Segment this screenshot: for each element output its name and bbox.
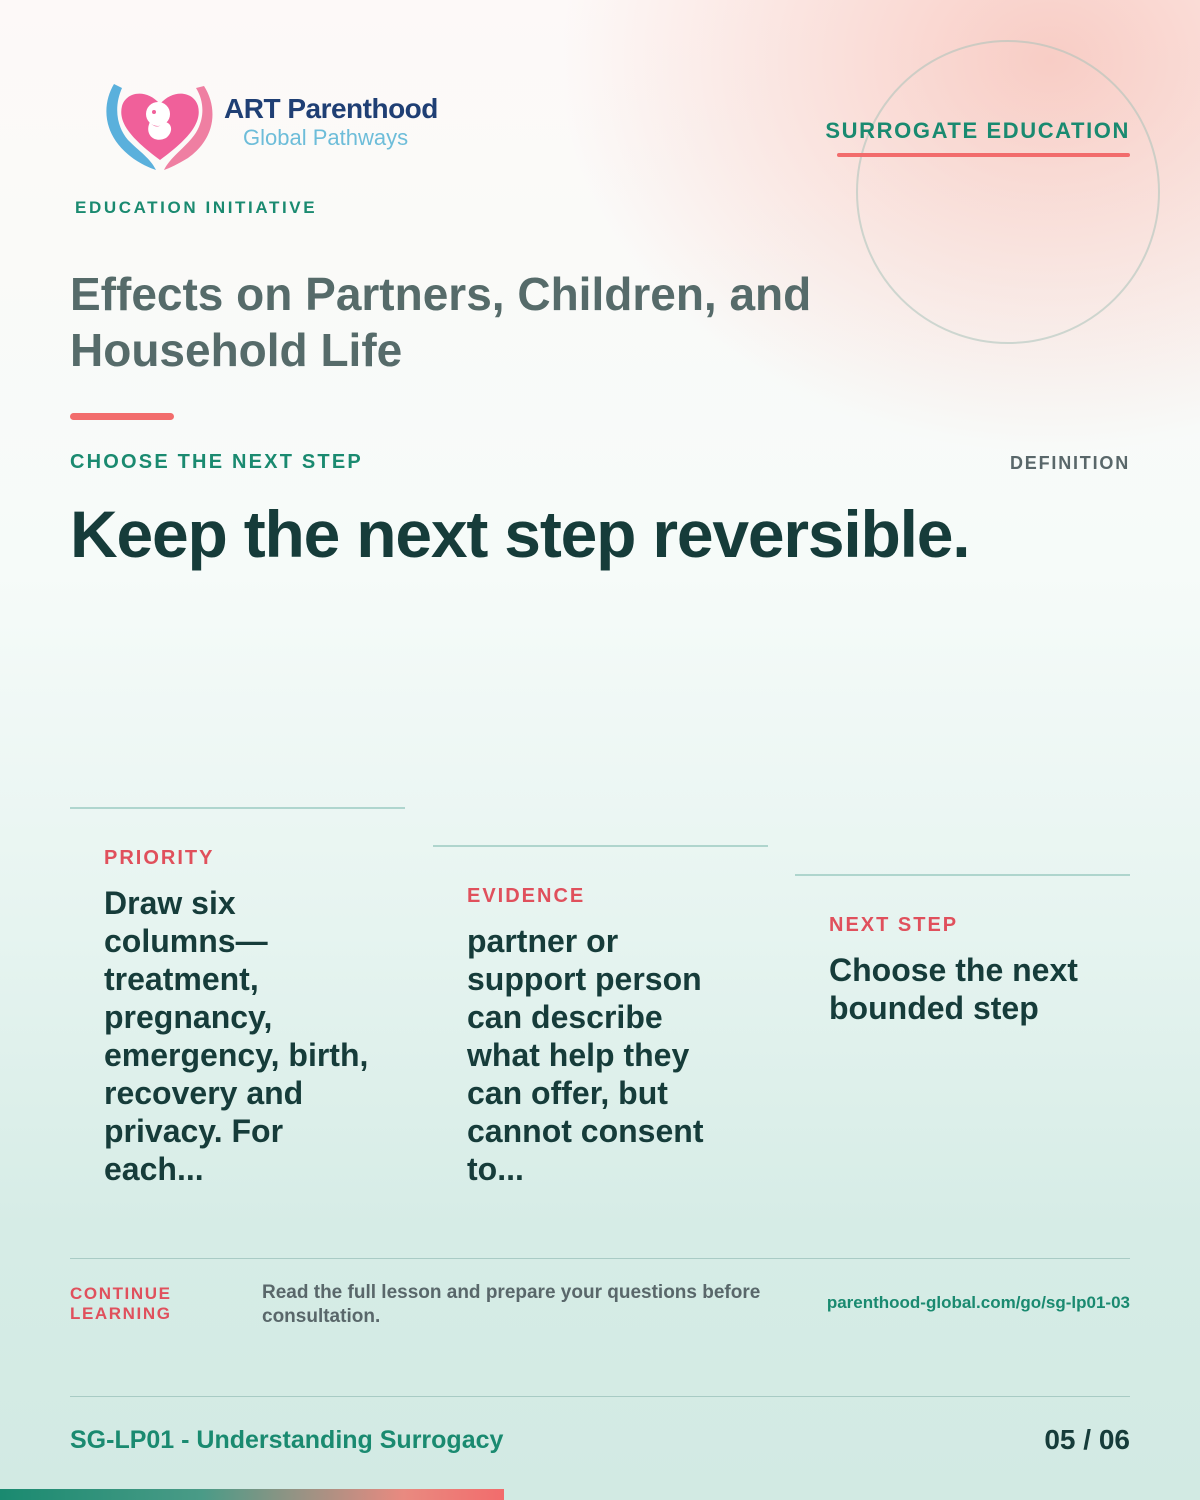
card-body: Draw six columns—treatment, pregnancy, emergency, birth, recovery and privacy. For each... (104, 885, 369, 1187)
page-title: Effects on Partners, Children, and Household Life (70, 268, 812, 376)
continue-learning-label: CONTINUE LEARNING (70, 1284, 172, 1323)
divider (70, 1258, 1130, 1259)
initiative-label: EDUCATION INITIATIVE (75, 198, 318, 217)
card-body: partner or support person can describe what help they can offer, but cannot consent to... (467, 923, 704, 1187)
card-priority (70, 807, 405, 1188)
progress-bar (0, 1489, 504, 1500)
brand-name: ART Parenthood (224, 93, 438, 124)
continue-learning-text: Read the full lesson and prepare your questions before consultation. (262, 1282, 761, 1327)
badge-underline (837, 153, 1130, 157)
section-tag: DEFINITION (1010, 453, 1130, 473)
section-eyebrow: CHOOSE THE NEXT STEP (70, 451, 363, 473)
card-evidence (433, 845, 768, 1188)
card-label: NEXT STEP (829, 914, 959, 936)
card-next-step (795, 874, 1130, 1027)
lesson-link[interactable]: parenthood-global.com/go/sg-lp01-03 (826, 1293, 1130, 1312)
divider (70, 1396, 1130, 1397)
page-counter: 05 / 06 (1044, 1424, 1130, 1455)
card-label: PRIORITY (104, 847, 215, 869)
headline: Keep the next step reversible. (70, 497, 970, 571)
card-label: EVIDENCE (467, 885, 586, 907)
course-name: SG-LP01 - Understanding Surrogacy (70, 1426, 504, 1454)
brand-subtitle: Global Pathways (243, 125, 409, 150)
title-accent-rule (70, 413, 174, 420)
category-badge: SURROGATE EDUCATION (825, 118, 1130, 143)
decorative-circle (856, 40, 1160, 344)
card-body: Choose the next bounded step (829, 952, 1078, 1026)
brand-logo-icon (100, 74, 220, 174)
